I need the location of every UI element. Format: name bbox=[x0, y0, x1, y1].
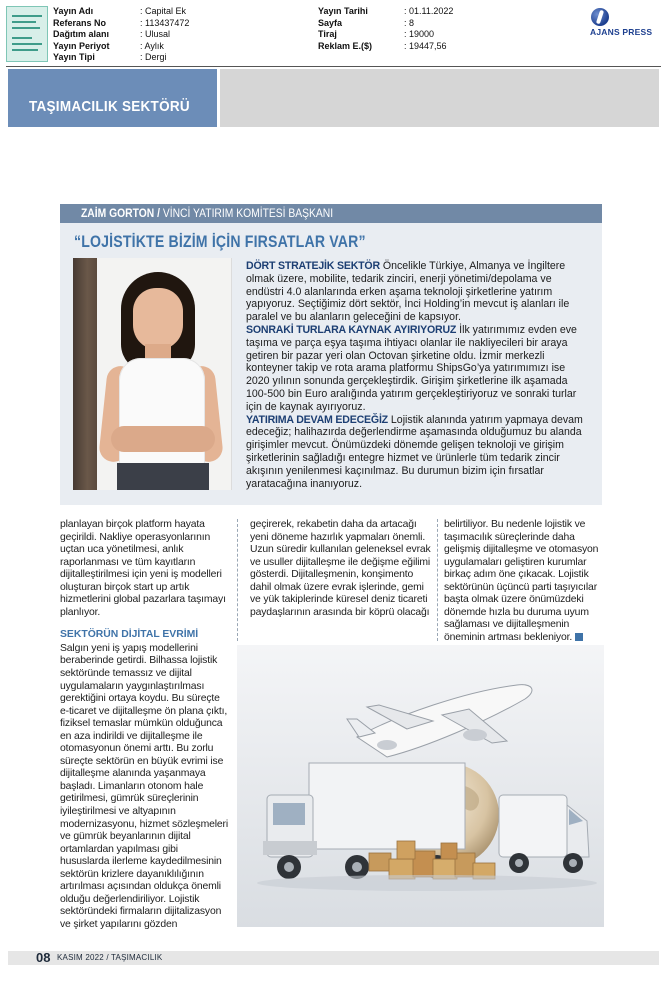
article-paragraph-text: belirtiliyor. Bu nedenle lojistik ve taşımacılık süreçlerinde daha gelişmiş dijitalleşme ve otomasyon uygulamaları geliştiren kurumlar birkaç adım öne çıkacak. Lojistik sektörünün üçüncü parti taşıyıcılar başta olmak üzere önümüzdeki dönemde hızla bu duruma uyum sağlaması ve dijitalleşmenin öneminin artması bekleniyor. bbox=[444, 519, 599, 643]
article-column-2 bbox=[250, 519, 432, 619]
paragraph-lead: DÖRT STRATEJİK SEKTÖR bbox=[246, 260, 380, 272]
thumbnail-line bbox=[12, 27, 40, 29]
interviewee-name: ZAİM GORTON bbox=[81, 206, 155, 220]
meta-value: : Dergi bbox=[140, 52, 167, 62]
meta-label: Yayın Adı bbox=[53, 6, 94, 16]
paragraph-lead: YATIRIMA DEVAM EDECEĞİZ bbox=[246, 413, 388, 426]
meta-label: Sayfa bbox=[318, 17, 343, 28]
meta-row bbox=[318, 41, 453, 53]
meta-row bbox=[53, 41, 189, 53]
meta-value: : 113437472 bbox=[140, 17, 190, 28]
meta-label: Tiraj bbox=[318, 29, 337, 39]
paragraph-text: Lojistik alanında yatırım yapmaya devam edeceğiz; halihazırda değerlendirme aşamasında olduğumuz bu alanda girişimler mevcut. Önümüzdeki dönemde gelişen teknoloji ve girişim şirketlerinin sağladığı entegre hizmet ve ürünlerle tüm tedarik zincir akışının yenilenmesi kaçınılmaz. Bu durumun bizim için fırsatlar yaratacağına inanıyoruz. bbox=[246, 413, 583, 490]
interviewee-byline bbox=[81, 205, 333, 222]
interview-paragraph bbox=[246, 324, 586, 414]
meta-row bbox=[53, 29, 189, 41]
meta-value: : Capital Ek bbox=[140, 6, 187, 16]
thumbnail-line bbox=[12, 21, 36, 23]
meta-row bbox=[53, 18, 189, 30]
meta-label: Yayın Tarihi bbox=[318, 6, 368, 16]
thumbnail-line bbox=[12, 43, 42, 45]
article-column-3 bbox=[444, 519, 604, 644]
publication-meta-left bbox=[53, 6, 189, 64]
column-divider bbox=[437, 519, 438, 641]
page-number: 08 bbox=[36, 950, 51, 965]
meta-value: : 19447,56 bbox=[404, 40, 447, 51]
meta-value: : Ulusal bbox=[140, 29, 171, 39]
meta-row bbox=[53, 6, 189, 18]
thumbnail-line bbox=[12, 37, 32, 39]
meta-value: : 8 bbox=[404, 17, 415, 28]
page-thumbnail[interactable] bbox=[6, 6, 48, 62]
logistics-illustration bbox=[237, 645, 604, 927]
logo-text: AJANS PRESS bbox=[590, 27, 653, 37]
portrait-wall bbox=[73, 258, 97, 490]
header-divider bbox=[6, 66, 661, 67]
interview-text bbox=[246, 260, 586, 490]
ajans-press-logo bbox=[590, 8, 660, 38]
column-divider bbox=[237, 519, 238, 641]
interview-quote: “LOJİSTİKTE BİZİM İÇİN FIRSATLAR VAR” bbox=[74, 232, 366, 251]
publication-meta-right bbox=[318, 6, 453, 52]
meta-label: Reklam E.($) bbox=[318, 40, 373, 51]
article-paragraph bbox=[444, 519, 604, 644]
interview-paragraph bbox=[246, 260, 586, 324]
meta-row bbox=[53, 52, 189, 64]
interviewee-role: VİNCİ YATIRIM KOMİTESİ BAŞKANI bbox=[162, 206, 334, 220]
meta-value: : 19000 bbox=[404, 29, 435, 39]
clipping-header bbox=[0, 0, 667, 66]
globe-logo-icon bbox=[591, 8, 609, 26]
thumbnail-line bbox=[12, 49, 38, 51]
article-subheading: SEKTÖRÜN DİJİTAL EVRİMİ bbox=[60, 629, 199, 641]
meta-row bbox=[318, 29, 453, 41]
paragraph-lead: SONRAKİ TURLARA KAYNAK AYIRIYORUZ bbox=[246, 323, 457, 336]
meta-label: Yayın Periyot bbox=[53, 40, 110, 51]
article-column-1 bbox=[60, 519, 228, 932]
interviewee-portrait bbox=[73, 258, 232, 490]
meta-value: : 01.11.2022 bbox=[404, 6, 454, 16]
meta-label: Referans No bbox=[53, 17, 107, 28]
meta-row bbox=[318, 6, 453, 18]
article-paragraph: geçirerek, rekabetin daha da artacağı yeni döneme hazırlık yapmaları önemli. Uzun süredir kullanılan geleneksel evrak ve usuller dijitalleşme ile değişme eğilimi gösterdi. Dijitalleşmenin, konşimento dahil olmak üzere evrak işlerinde, gemi ve yük takiplerinde küresel deniz ticareti paydaşlarının arasında bir köprü olacağı bbox=[250, 519, 431, 618]
end-of-article-icon bbox=[575, 633, 583, 641]
paragraph-text: İlk yatırımımız evden eve taşıma ve parça eşya taşıma ihtiyacı olanlar ile nakliyecileri bir araya getiren bir pazar yeri olan Octovan şirketine oldu. İzmir merkezli konteyner takip ve rota arama platformu ShipsGo’ya yatırımımızı ise 2020 yılının sonunda gerçekleştirdik. Girişim şirketlerine ilk aşamada 100-500 bin Euro aralığında yatırım gerçekleştiriyoruz ve sonraki turlar için de kaynak ayırıyoruz. bbox=[246, 323, 577, 413]
paragraph-text: Öncelikle Türkiye, Almanya ve İngiltere olmak üzere, mobilite, tedarik zinciri, enerji yönetimi/depolama ve endüstri 4.0 alanlarında erken aşama teknoloji şirketlerine yatırım yapıyoruz. Seçtiğimiz dört sektör, İnci Holding’in mevcut iş alanları ile paralel ve bu alanların geleceğini de kapsıyor. bbox=[246, 260, 570, 324]
portrait-face bbox=[133, 288, 183, 350]
article-paragraph: Salgın yeni iş yapış modellerini beraberinde getirdi. Bilhassa lojistik sektöründe temassız ve dijital uygulamaların yaygınlaştırılması gerektiğini ortaya koydu. Bu süreçte e-ticaret ve dijitalleşme ön plana çıktı, fiziksel temaslar mümkün olduğunca en aza indirildi ve dijitalleşme ile otomasyonun önemi arttı. Bu zorlu süreçte sektörün en büyük evrimi ise dijitalleşme alanında yaşanmaya başladı. Limanların otonom hale getirilmesi, gümrük süreçlerinin iyileştirilmesi ve altyapının modernizasyonu, hizmet sözleşmeleri ve gümrük beyanlarının dijital ortamlardan yapılması gibi hususlarda ilerleme kaydedilmesinin sektörün krizlere dayanıklılığının artırılması açısından oldukça önemli olduğu değerlendiriliyor. Lojistik sektöründeki firmaların dijitalizasyon ve şirket yapılarını gözden bbox=[60, 642, 228, 930]
meta-label: Dağıtım alanı bbox=[53, 29, 110, 39]
portrait-crossed-arms bbox=[111, 426, 215, 452]
portrait-skirt bbox=[117, 463, 209, 490]
logistics-illustration-svg bbox=[237, 645, 604, 927]
meta-row bbox=[318, 18, 453, 30]
byline-separator: / bbox=[157, 206, 160, 220]
meta-label: Yayın Tipi bbox=[53, 52, 95, 62]
ground-shadow bbox=[257, 875, 597, 891]
thumbnail-line bbox=[12, 15, 42, 17]
section-title: TAŞIMACILIK SEKTÖRÜ bbox=[29, 98, 190, 115]
article-paragraph: planlayan birçok platform hayata geçirildi. Nakliye operasyonlarının uçtan uca yönetilmesi, anlık raporlanması ve tüm kayıtların dijitalleştirilmesi için yeni iş modelleri oluşturan birçok start up artık hizmetlerini global pazarlara taşımayı planlıyor. bbox=[60, 519, 226, 618]
footer-issue-text: KASIM 2022 / TAŞIMACILIK bbox=[57, 953, 163, 962]
interview-paragraph bbox=[246, 414, 586, 491]
meta-value: : Aylık bbox=[140, 40, 164, 51]
